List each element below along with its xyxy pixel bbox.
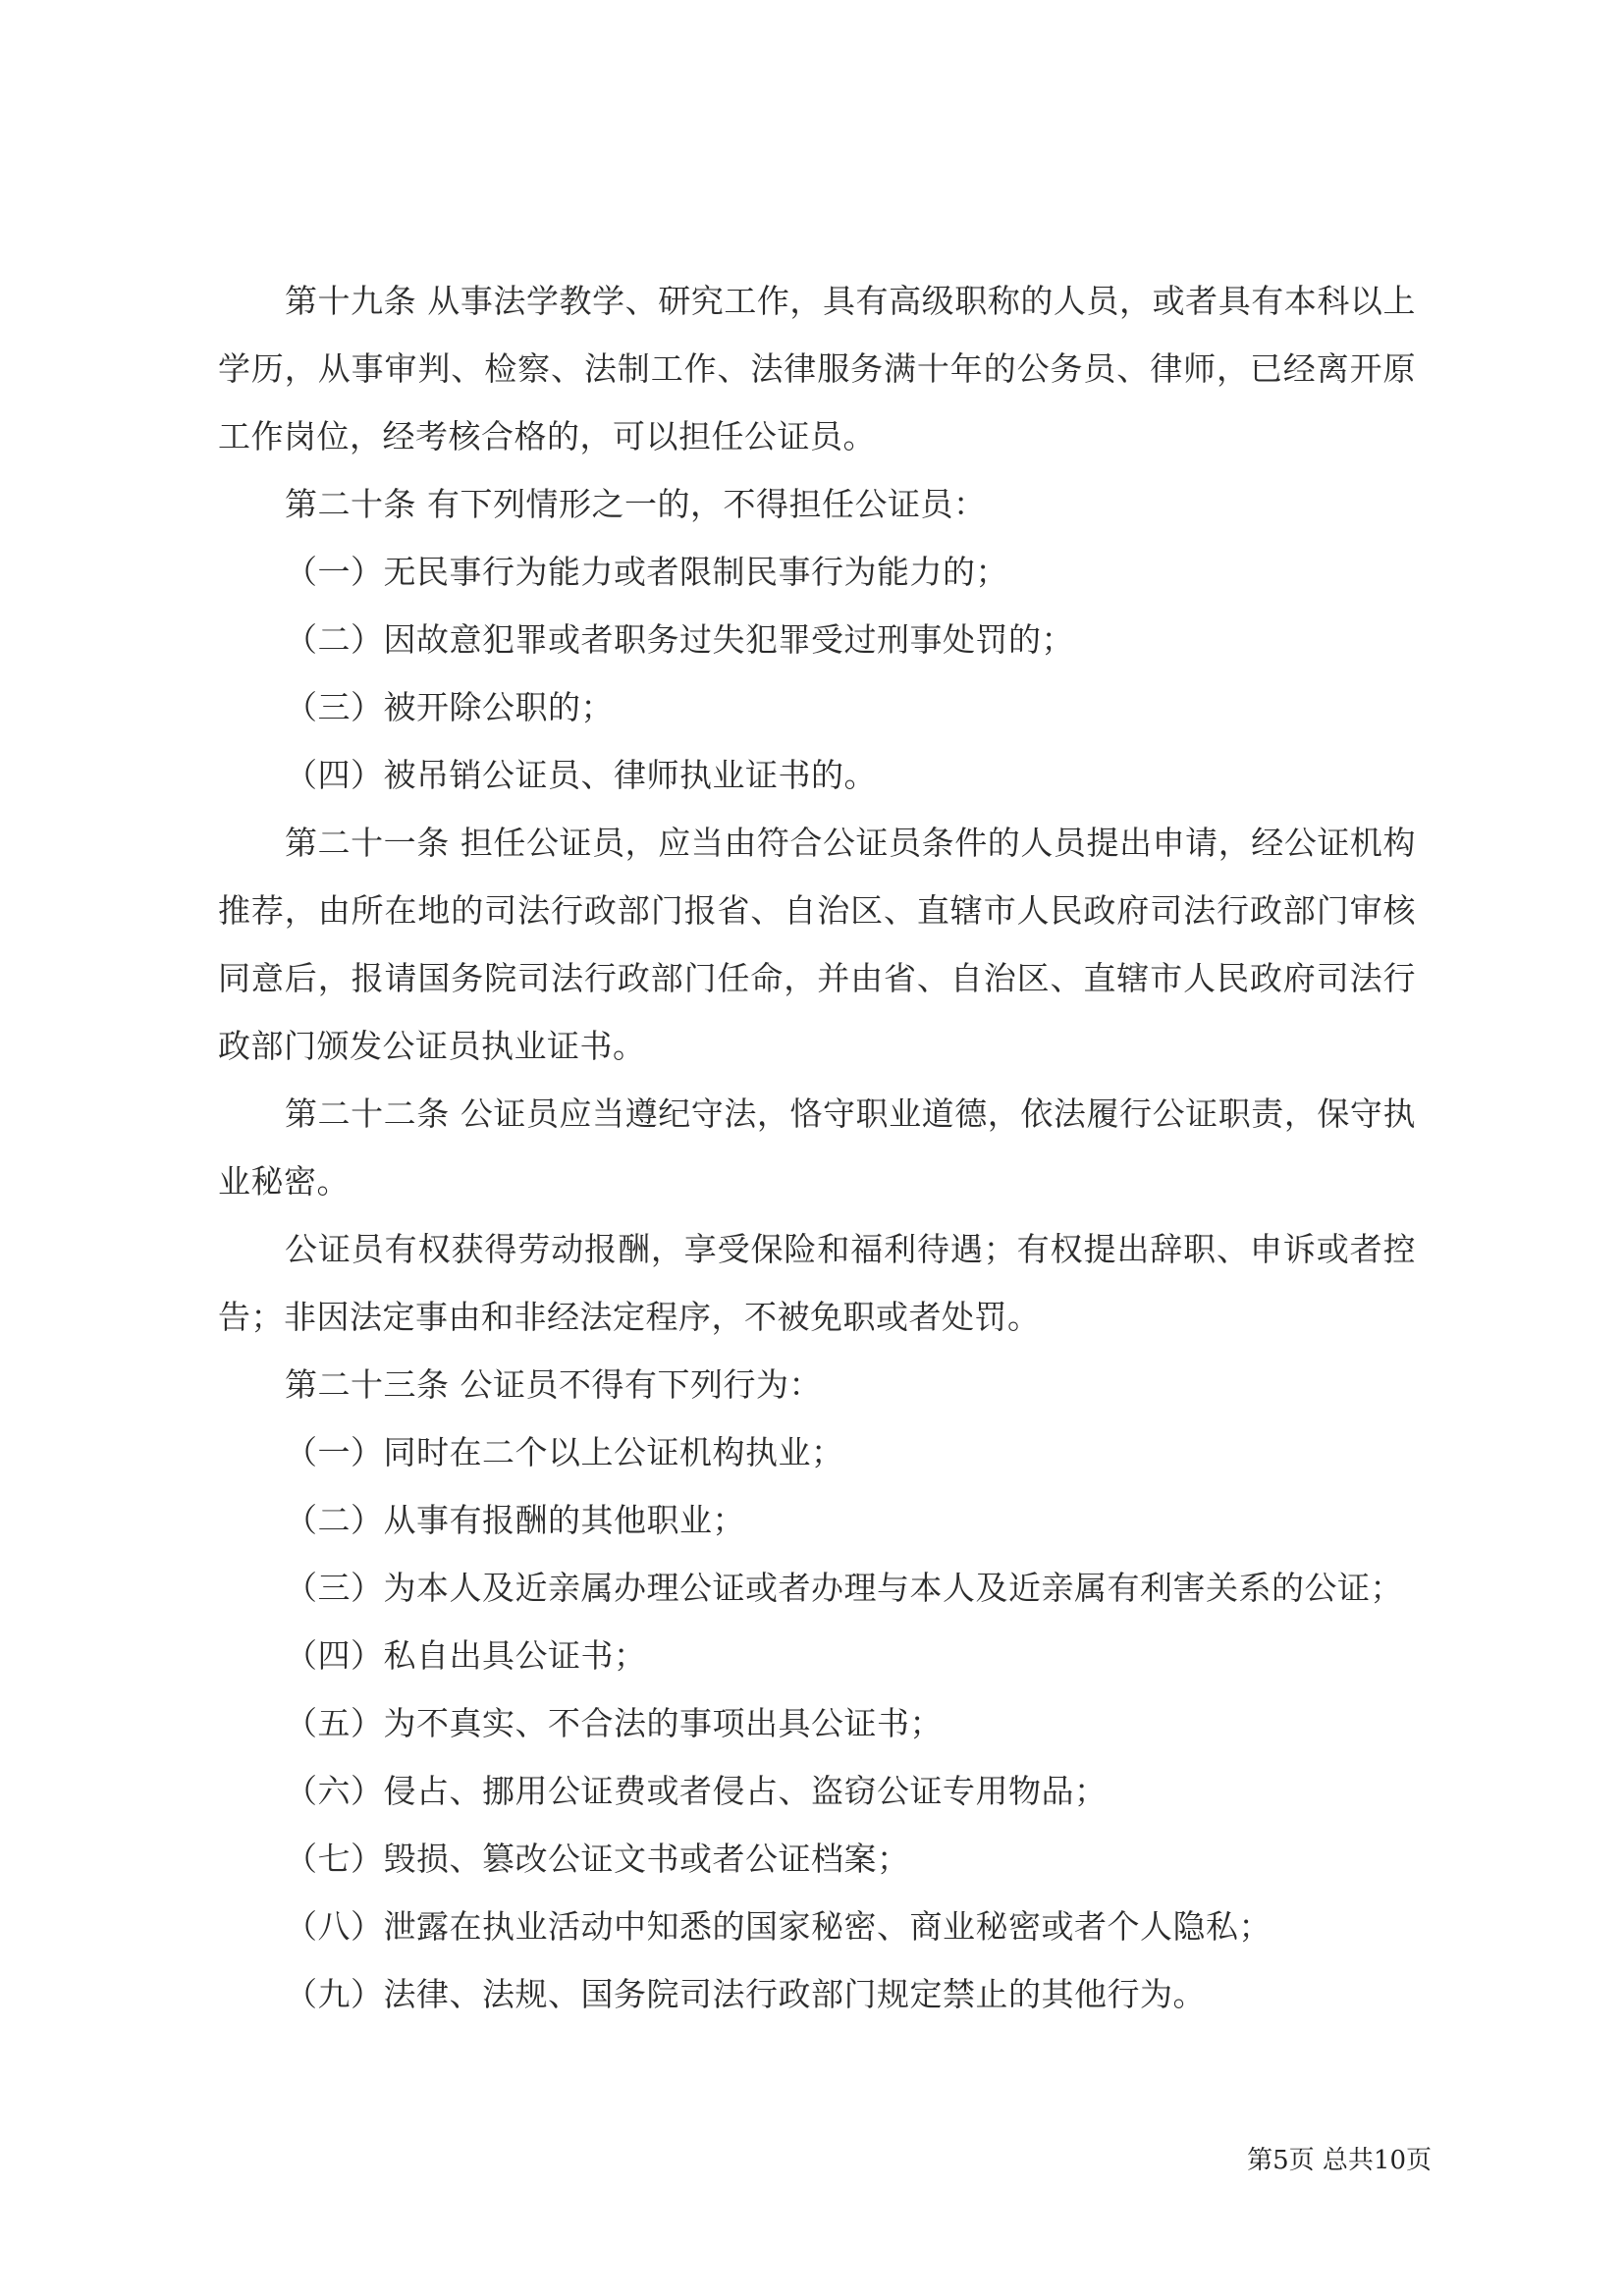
- article-23-item-9: （九）法律、法规、国务院司法行政部门规定禁止的其他行为。: [285, 1975, 1206, 2013]
- article-23-item-4: （四）私自出具公证书；: [285, 1636, 647, 1675]
- article-22-paragraph-2: 公证员有权获得劳动报酬，享受保险和福利待遇；有权提出辞职、申诉或者控告；非因法定事由和非经法定程序，不被免职或者处罚。: [218, 1230, 1416, 1336]
- article-23-item-2: （二）从事有报酬的其他职业；: [285, 1501, 745, 1539]
- article-20-item-3: （三）被开除公职的；: [285, 688, 614, 726]
- article-23-item-7: （七）毁损、篡改公证文书或者公证档案；: [285, 1840, 910, 1878]
- page-total: 总共10页: [1322, 2146, 1432, 2175]
- page-number: 第5页: [1247, 2146, 1315, 2175]
- article-21: 第二十一条 担任公证员，应当由符合公证员条件的人员提出申请，经公证机构推荐，由所在地的司法行政部门报省、自治区、直辖市人民政府司法行政部门审核同意后，报请国务院司法行政部门任命，并由省、自治区、直辖市人民政府司法行政部门颁发公证员执业证书。: [218, 824, 1416, 1065]
- article-20-item-1: （一）无民事行为能力或者限制民事行为能力的；: [285, 553, 1008, 591]
- document-body: [218, 267, 1416, 2028]
- page-footer: [1247, 2140, 1432, 2176]
- article-20: 第二十条 有下列情形之一的，不得担任公证员：: [285, 485, 987, 523]
- article-23-item-8: （八）泄露在执业活动中知悉的国家秘密、商业秘密或者个人隐私；: [285, 1907, 1272, 1946]
- article-23: 第二十三条 公证员不得有下列行为：: [285, 1365, 822, 1404]
- article-23-item-1: （一）同时在二个以上公证机构执业；: [285, 1433, 844, 1471]
- article-20-item-4: （四）被吊销公证员、律师执业证书的。: [285, 756, 877, 794]
- article-23-item-6: （六）侵占、挪用公证费或者侵占、盗窃公证专用物品；: [285, 1772, 1108, 1810]
- article-23-item-3: （三）为本人及近亲属办理公证或者办理与本人及近亲属有利害关系的公证；: [285, 1569, 1403, 1607]
- article-19: 第十九条 从事法学教学、研究工作，具有高级职称的人员，或者具有本科以上学历，从事审判、检察、法制工作、法律服务满十年的公务员、律师，已经离开原工作岗位，经考核合格的，可以担任公证员。: [218, 282, 1416, 455]
- article-22: 第二十二条 公证员应当遵纪守法，恪守职业道德，依法履行公证职责，保守执业秘密。: [218, 1095, 1416, 1201]
- article-20-item-2: （二）因故意犯罪或者职务过失犯罪受过刑事处罚的；: [285, 620, 1074, 659]
- article-23-item-5: （五）为不真实、不合法的事项出具公证书；: [285, 1704, 943, 1742]
